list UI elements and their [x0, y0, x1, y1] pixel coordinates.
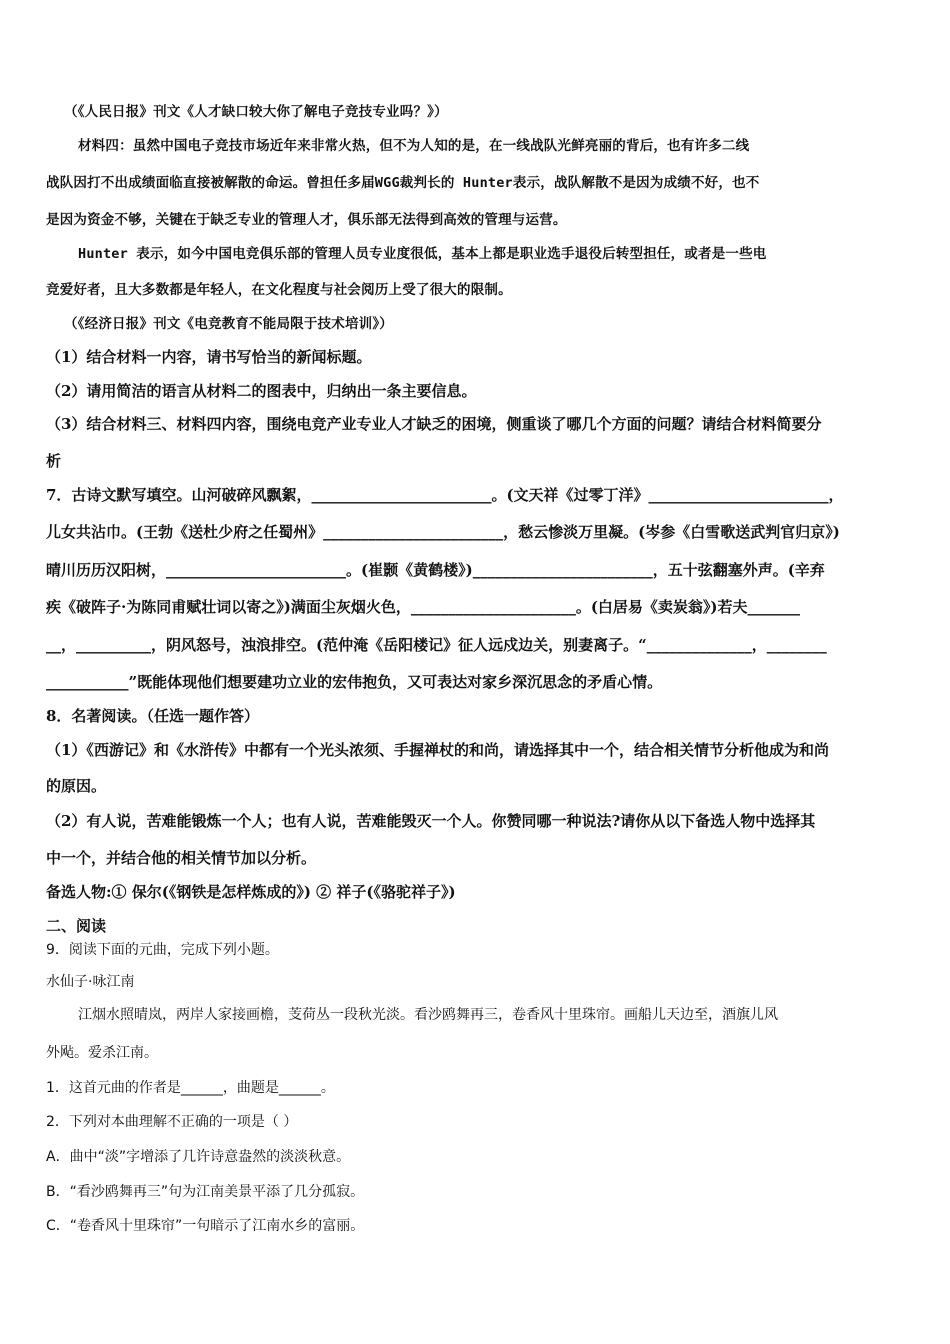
qu-title: 水仙子·咏江南 [46, 974, 135, 990]
material-4-line-4: Hunter 表示，如今中国电竞俱乐部的管理人员专业度很低，基本上都是职业选手退役后转型担任，或者是一些电 [78, 246, 767, 262]
question-6-part-3-line-1: （3）结合材料三、材料四内容，围绕电竞产业专业人才缺乏的困境，侧重谈了哪几个方面的问题？请结合材料简要分 [46, 415, 822, 433]
question-7-line-5: __，__________，阴风怒号，浊浪排空。(范仲淹《岳阳楼记》征人远戍边关，别妻离子。“______________，________ [46, 636, 827, 654]
material-3-source: （《人民日报》刊文《人才缺口较大你了解电子竞技专业吗？》） [64, 104, 448, 120]
material-4-line-3: 是因为资金不够，关键在于缺乏专业的管理人才，俱乐部无法得到高效的管理与运营。 [46, 212, 567, 228]
material-4-line-1: 材料四：虽然中国电子竞技市场近年来非常火热，但不为人知的是，在一线战队光鲜亮丽的背后，也有许多二线 [78, 138, 750, 154]
question-8-part-2-line-1: （2）有人说，苦难能锻炼一个人；也有人说，苦难能毁灭一个人。你赞同哪一种说法?请你从以下备选人物中选择其 [46, 812, 816, 830]
option-a: A．曲中“淡”字增添了几许诗意盎然的淡淡秋意。 [46, 1149, 351, 1165]
option-b: B．“看沙鸥舞再三”句为江南美景平添了几分孤寂。 [46, 1184, 365, 1200]
sub-question-2: 2．下列对本曲理解不正确的一项是（ ） [46, 1114, 298, 1130]
material-4-line-2: 战队因打不出成绩面临直接被解散的命运。曾担任多届WGG裁判长的 Hunter表示，战队解散不是因为成绩不好，也不 [46, 175, 760, 191]
question-8-candidates: 备选人物:① 保尔(《钢铁是怎样炼成的》) ② 祥子(《骆驼祥子》) [46, 883, 456, 901]
qu-text-line-2: 外飐。爱杀江南。 [46, 1045, 158, 1061]
material-4-source: （《经济日报》刊文《电竞教育不能局限于技术培训》） [64, 316, 393, 332]
section-2-heading: 二、阅读 [46, 917, 107, 935]
sub-question-1: 1．这首元曲的作者是______，曲题是______。 [46, 1080, 335, 1096]
question-7-line-1: 7．古诗文默写填空。山河破碎风飘絮，________________________。(文天祥《过零丁洋》________________________， [46, 486, 844, 504]
question-8-part-2-line-2: 中一个，并结合他的相关情节加以分析。 [46, 849, 317, 867]
option-c: C．“卷香风十里珠帘”一句暗示了江南水乡的富丽。 [46, 1218, 365, 1234]
question-6-part-3-line-2: 析 [46, 452, 62, 470]
question-6-part-2: （2）请用简洁的语言从材料二的图表中，归纳出一条主要信息。 [46, 382, 477, 400]
material-4-line-5: 竞爱好者，且大多数都是年轻人，在文化程度与社会阅历上受了很大的限制。 [46, 282, 512, 298]
question-7-line-6: ___________”既能体现他们想要建功立业的宏伟抱负，又可表达对家乡深沉思念的矛盾心情。 [46, 673, 663, 691]
qu-text-line-1: 江烟水照晴岚，两岸人家接画檐，芰荷丛一段秋光淡。看沙鸥舞再三，卷香风十里珠帘。画船儿天边至，酒旗儿风 [78, 1007, 778, 1023]
question-8-part-1-line-2: 的原因。 [46, 777, 107, 795]
question-8-part-1-line-1: （1）《西游记》和《水浒传》中都有一个光头浓须、手握禅杖的和尚，请选择其中一个，结合相关情节分析他成为和尚 [46, 741, 829, 759]
question-7-line-2: 儿女共沾巾。(王勃《送杜少府之任蜀州》________________________，愁云惨淡万里凝。(岑参《白雪歌送武判官归京》) [46, 523, 840, 541]
question-6-part-1: （1）结合材料一内容，请书写恰当的新闻标题。 [46, 348, 372, 366]
question-9-title: 9．阅读下面的元曲，完成下列小题。 [46, 942, 279, 958]
question-7-line-3: 晴川历历汉阳树，________________________。(崔颢《黄鹤楼》)________________________，五十弦翻塞外声。(辛弃 [46, 561, 825, 579]
question-8-title: 8．名著阅读。（任选一题作答） [46, 707, 259, 725]
question-7-line-4: 疾《破阵子·为陈同甫赋壮词以寄之》)满面尘灰烟火色，______________________。(白居易《卖炭翁》)若夫_______ [46, 598, 801, 616]
